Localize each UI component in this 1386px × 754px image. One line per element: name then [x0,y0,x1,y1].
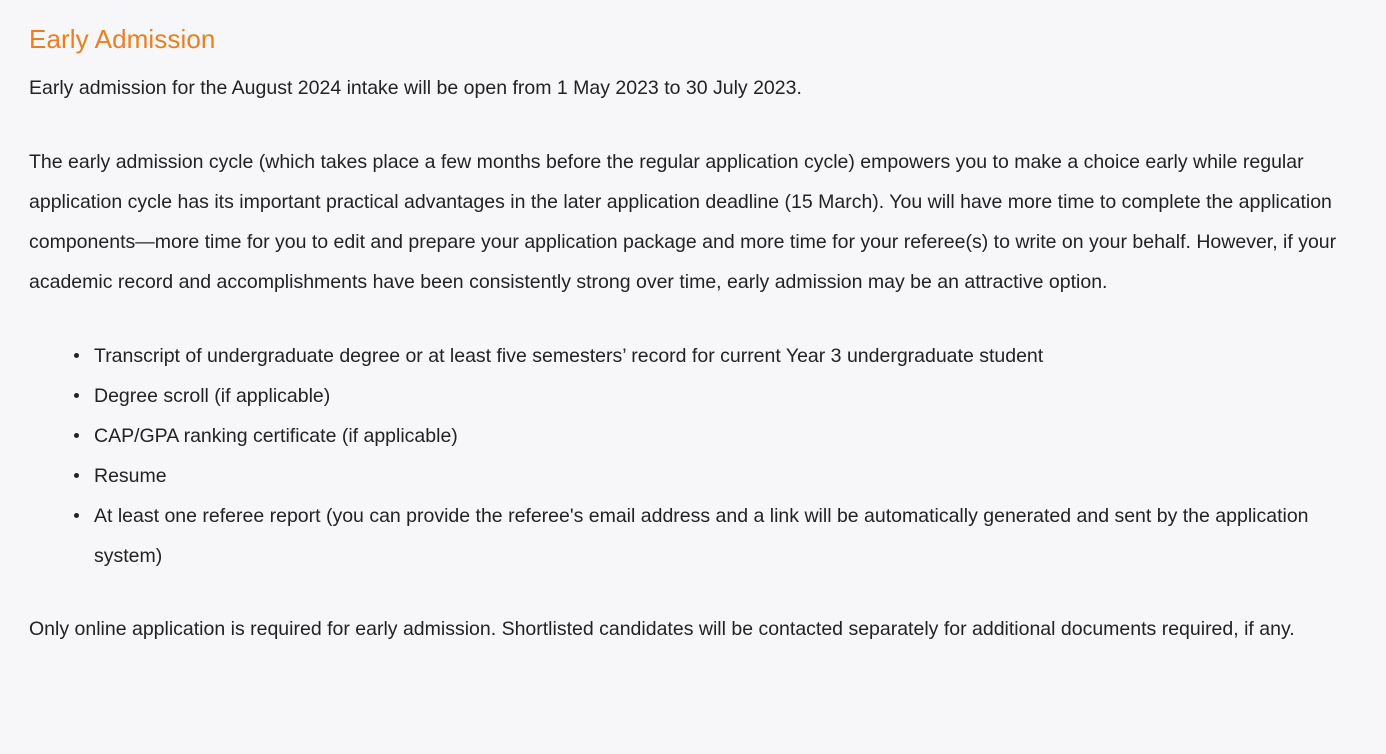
closing-paragraph: Only online application is required for early admission. Shortlisted candidates will be contacted separately for additional documents required, if any. [29,618,1295,640]
page-title: Early Admission [29,24,216,54]
bullet-icon [74,513,79,518]
list-item [74,416,1358,456]
list-item [74,456,1358,496]
requirement-text: CAP/GPA ranking certificate (if applicable) [94,425,458,447]
bullet-icon [74,353,79,358]
admission-cycle-paragraph: The early admission cycle (which takes place a few months before the regular application cycle) empowers you to make a choice early while regular application cycle has its important practical advantages in the later application deadline (15 March). You will have more time to complete the application components—more time for you to edit and prepare your application package and more time for your referee(s) to write on your behalf. However, if your academic record and accomplishments have been consistently strong over time, early admission may be an attractive option. [29,151,1337,293]
requirement-text: At least one referee report (you can provide the referee's email address and a link will be automatically generated and sent by the application system) [94,505,1309,567]
list-item [74,376,1358,416]
list-item [74,336,1358,376]
requirement-text: Degree scroll (if applicable) [94,385,331,407]
list-item [74,496,1358,576]
bullet-icon [74,473,79,478]
bullet-icon [74,433,79,438]
bullet-icon [74,393,79,398]
requirement-text: Resume [94,465,167,487]
intake-dates-paragraph: Early admission for the August 2024 intake will be open from 1 May 2023 to 30 July 2023. [29,77,802,99]
requirement-text: Transcript of undergraduate degree or at least five semesters’ record for current Year 3 undergraduate student [94,345,1044,367]
requirements-list [29,336,1358,576]
